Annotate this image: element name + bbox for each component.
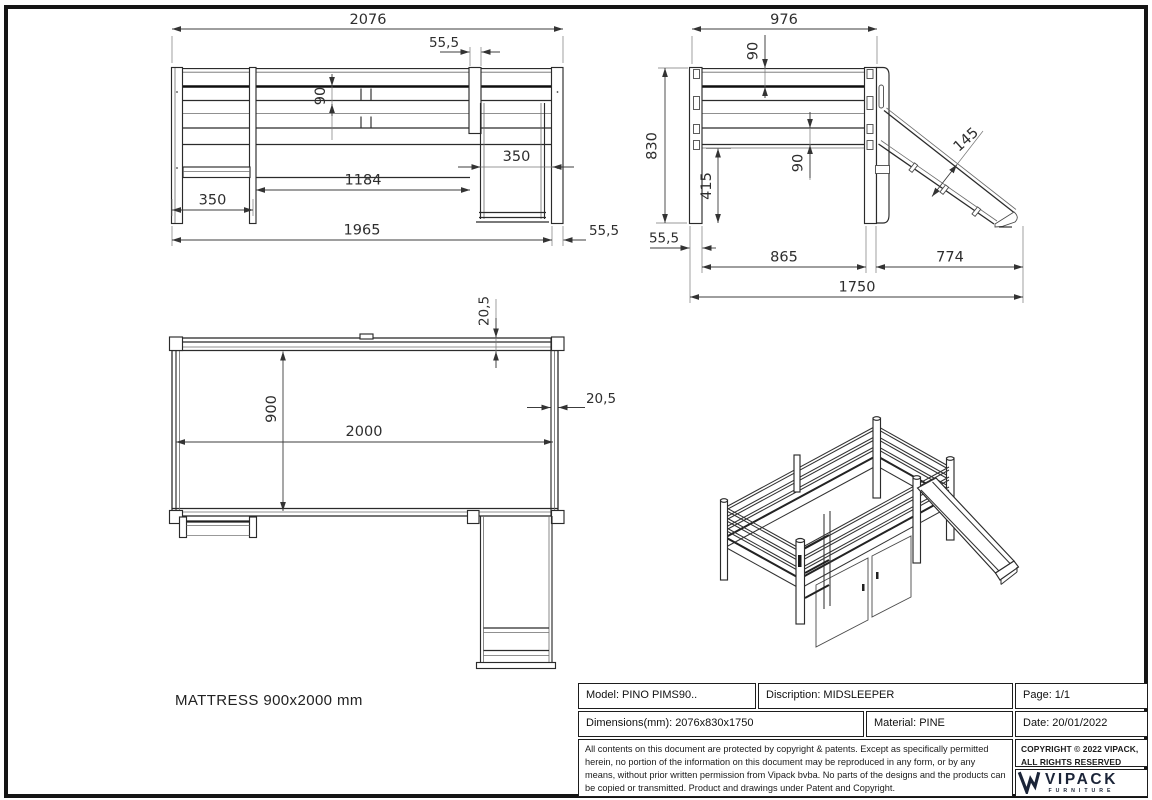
title-block-dimensions-cell [578,711,864,737]
brand-name: VIPACK [1044,770,1118,788]
title-block-page-cell [1015,683,1148,709]
dimensions-value: 2076x830x1750 [675,717,754,729]
front-view [172,12,620,246]
dim-front-end-post-width: 55,5 [588,223,620,239]
side-panel-handle-slot [879,85,884,108]
dim-front-frame-length: 1965 [343,222,381,239]
dim-side-post-width: 55,5 [648,230,680,247]
title-block-date-cell [1015,711,1148,737]
side-slide [879,108,1018,227]
dim-front-clear-length: 1184 [344,172,382,189]
dim-top-mattress-width: 900 [264,395,280,423]
title-block-model-cell [578,683,756,709]
page-value: 1/1 [1054,689,1071,701]
top-view [170,296,617,669]
brand-tagline: FURNITURE [1048,788,1115,795]
dim-side-bed-depth: 865 [770,249,798,266]
date-label: Date: [1023,717,1050,729]
copyright-notice [1015,739,1148,767]
top-rail-notch [360,334,373,339]
dim-front-shelf-offset: 350 [198,192,227,209]
top-post-tr [552,337,565,351]
top-ladder [180,517,257,538]
side-view [645,12,1024,303]
title-block-description-cell [758,683,1013,709]
dim-side-total-footprint: 1750 [838,279,876,296]
dim-top-plank-side: 20,5 [585,391,617,407]
copyright-line1: COPYRIGHT © 2022 VIPACK, [1021,744,1139,754]
dim-top-mattress-length: 2000 [345,424,383,440]
iso-post [873,418,881,498]
isometric-view [721,417,1019,647]
vipack-logo-icon [1016,770,1042,794]
front-left-post [172,68,183,224]
dim-front-overall-width: 2076 [349,12,387,28]
iso-post [721,500,728,580]
mattress-note: MATTRESS 900x2000 mm [175,692,363,709]
model-label: Model: [586,689,620,701]
front-slide-post [469,68,481,134]
dim-side-top-rail-spacing: 90 [745,41,762,61]
top-post-tl [170,337,183,351]
dim-side-overall-height: 830 [644,132,661,160]
iso-post [796,540,805,624]
top-slide [477,516,556,669]
title-block [578,683,1148,797]
description-label: Discription: [766,689,821,701]
dim-side-mid-rail-spacing: 90 [790,153,807,173]
description-value: MIDSLEEPER [823,689,895,701]
dim-side-slide-board-width: 145 [950,124,982,156]
brand-logo-cell [1015,769,1148,797]
front-right-post [552,68,564,224]
dim-top-plank-top: 20,5 [476,295,493,327]
material-label: Material: [874,717,917,729]
dim-front-slide-post-width: 55,5 [428,35,460,51]
top-post-br [552,511,565,524]
dim-front-rail-spacing: 90 [313,86,329,106]
top-post-mid [468,511,480,524]
dimensions-label: Dimensions(mm): [586,717,673,729]
page-label: Page: [1023,689,1052,701]
copyright-line2: ALL RIGHTS RESERVED [1021,757,1122,767]
dim-front-slide-width: 350 [502,149,531,165]
iso-slide [918,478,1019,585]
material-value: PINE [919,717,945,729]
dim-side-slide-extent: 774 [936,249,964,266]
dim-side-overall-depth: 976 [770,12,798,28]
front-shelf [183,167,250,178]
title-block-material-cell [866,711,1013,737]
date-value: 20/01/2022 [1052,717,1108,729]
model-value: PINO PIMS90.. [622,689,698,701]
copyright-paragraph: All contents on this document are protected by copyright & patents. Except as specifically permitted herein, no portion of the information on this document may be reproduced in any form, or by any means, without prior written permission from Vipack bvba. No parts of the designs and the products can be copied or transmitted. Product and drawings under Patent and Copyright. [578,739,1013,797]
dim-side-clearance-height: 415 [699,172,715,200]
